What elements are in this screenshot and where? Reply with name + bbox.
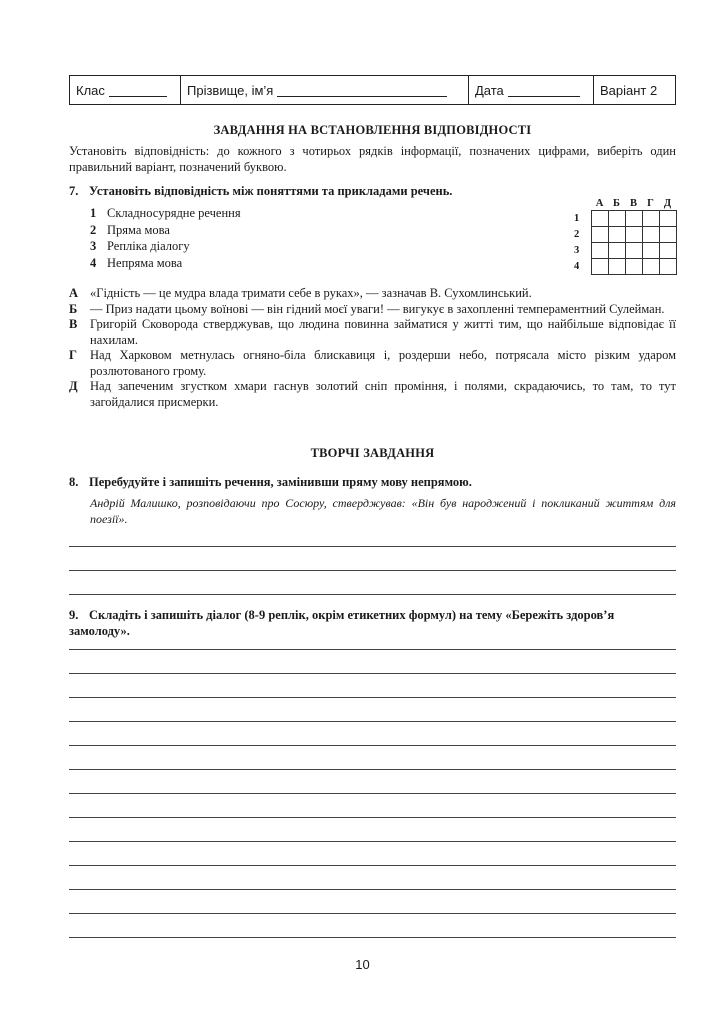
grid-col-header: В	[629, 198, 637, 209]
grid-cell[interactable]	[608, 211, 625, 227]
answer-line[interactable]	[69, 817, 676, 818]
question-9-heading	[69, 607, 676, 639]
grid-row-header: 1	[574, 213, 580, 224]
option-b: Б — Приз надати цьому воїнові — він гідний моєї уваги! — вигукує в захопленні темпераментний Сулейман.	[69, 301, 665, 316]
date-label: Дата	[475, 82, 504, 98]
answer-line[interactable]	[69, 570, 676, 571]
question-8-number: 8.	[69, 475, 79, 489]
grid-col-header: Б	[613, 198, 620, 209]
class-label: Клас	[76, 82, 105, 98]
answer-line[interactable]	[69, 793, 676, 794]
list-item: 3 Репліка діалогу	[90, 239, 190, 253]
class-blank[interactable]	[109, 84, 167, 97]
grid-cell[interactable]	[659, 227, 676, 243]
grid-cell[interactable]	[659, 259, 676, 275]
question-8-heading	[69, 474, 676, 490]
grid-cell[interactable]	[591, 259, 608, 275]
option-d: Д Над запеченим згустком хмари гаснув золотий сніп проміння, і полями, скрадаючись, то там, то тут загойдалися присмерки.	[69, 379, 676, 409]
variant-label: Варіант 2	[600, 82, 658, 98]
answer-line[interactable]	[69, 889, 676, 890]
grid-cell[interactable]	[625, 243, 642, 259]
name-label: Прізвище, ім’я	[187, 82, 274, 98]
grid-cell[interactable]	[642, 227, 659, 243]
answer-line[interactable]	[69, 865, 676, 866]
grid-cell[interactable]	[659, 211, 676, 227]
section-title-matching: ЗАВДАННЯ НА ВСТАНОВЛЕННЯ ВІДПОВІДНОСТІ	[213, 123, 532, 137]
grid-col-header: Г	[647, 198, 654, 209]
answer-line[interactable]	[69, 841, 676, 842]
grid-cell[interactable]	[642, 243, 659, 259]
answer-line[interactable]	[69, 937, 676, 938]
grid-cell[interactable]	[642, 211, 659, 227]
date-blank[interactable]	[508, 84, 580, 97]
grid-cell[interactable]	[608, 243, 625, 259]
variant-cell	[594, 76, 675, 104]
question-9-text: Складіть і запишіть діалог (8-9 реплік, окрім етикетних формул) на тему «Бережіть здоров’я замолоду».	[69, 608, 615, 638]
class-cell[interactable]	[70, 76, 181, 104]
answer-line[interactable]	[69, 769, 676, 770]
list-item: 4 Непряма мова	[90, 255, 183, 270]
grid-row-header: 4	[574, 261, 580, 272]
question-8-quote: Андрій Малишко, розповідаючи про Сосюру, стверджував: «Він був народжений і покликаний життям для поезії».	[90, 496, 676, 526]
answer-line[interactable]	[69, 697, 676, 698]
grid-cell[interactable]	[608, 259, 625, 275]
list-item: 2 Пряма мова	[90, 222, 170, 237]
grid-cell[interactable]	[591, 243, 608, 259]
section-title-creative: ТВОРЧІ ЗАВДАННЯ	[310, 446, 435, 460]
matching-instructions: Установіть відповідність: до кожного з чотирьох рядків інформації, позначених цифрами, виберіть один правильний варіант, позначений буквою.	[69, 144, 676, 174]
grid-col-header: А	[595, 198, 604, 209]
grid-cell[interactable]	[659, 243, 676, 259]
grid-row-header: 3	[574, 245, 580, 256]
grid-cell[interactable]	[608, 227, 625, 243]
option-v: В Григорій Сковорода стверджував, що людина повинна займатися у житті тим, що найбільше відповідає її нахилам.	[69, 317, 676, 347]
name-cell[interactable]	[181, 76, 469, 104]
answer-line[interactable]	[69, 721, 676, 722]
question-9-number: 9.	[69, 608, 79, 622]
question-7-text: Установіть відповідність між поняттями та прикладами речень.	[89, 184, 453, 198]
answer-line[interactable]	[69, 546, 676, 547]
answer-line[interactable]	[69, 745, 676, 746]
grid-cell[interactable]	[591, 227, 608, 243]
question-7-number: 7.	[69, 184, 79, 198]
answer-grid	[574, 197, 677, 275]
question-8-text: Перебудуйте і запишіть речення, замінивши пряму мову непрямою.	[89, 475, 472, 489]
answer-line[interactable]	[69, 594, 676, 595]
grid-cell[interactable]	[625, 259, 642, 275]
grid-col-header: Д	[663, 198, 672, 209]
grid-cell[interactable]	[642, 259, 659, 275]
student-info-header	[69, 75, 676, 105]
option-h: Г Над Харковом метнулась огняно-біла блискавиця і, роздерши небо, потрясала місто різким ударом розлютованого грому.	[69, 348, 676, 378]
page-number: 10	[355, 957, 370, 972]
date-cell[interactable]	[469, 76, 594, 104]
grid-cell[interactable]	[625, 227, 642, 243]
question-7-options	[69, 286, 676, 410]
answer-line[interactable]	[69, 913, 676, 914]
answer-line[interactable]	[69, 649, 676, 650]
question-7-concepts	[90, 205, 241, 271]
grid-row-header: 2	[574, 229, 580, 240]
answer-line[interactable]	[69, 673, 676, 674]
name-blank[interactable]	[277, 84, 447, 97]
list-item: 1 Складносурядне речення	[90, 206, 241, 220]
grid-cell[interactable]	[591, 211, 608, 227]
grid-cell[interactable]	[625, 211, 642, 227]
option-a: А «Гідність — це мудра влада тримати себе в руках», — зазначав В. Сухомлинський.	[69, 286, 532, 300]
